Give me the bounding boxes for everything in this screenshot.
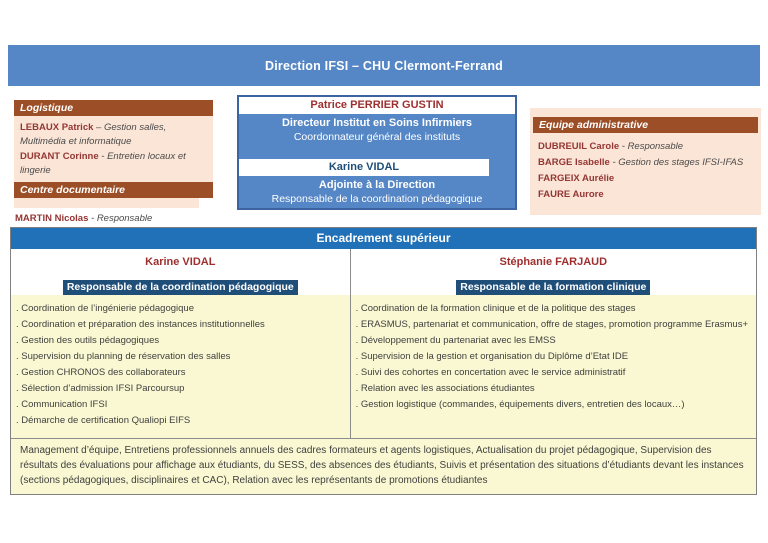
page-title: Direction IFSI – CHU Clermont-Ferrand: [8, 45, 760, 86]
member-name: DURANT Corinne: [20, 150, 99, 162]
column-coordination-pedagogique: [11, 249, 351, 438]
member-name: FARGEIX Aurélie: [538, 172, 615, 184]
column-header: [351, 249, 756, 295]
spacer-strip: [14, 198, 199, 208]
member-row: [20, 150, 207, 179]
task-item: . Gestion des outils pédagogiques: [16, 335, 160, 346]
encadrement-section: [10, 227, 757, 495]
task-list: [11, 295, 350, 438]
task-item: . Développement du partenariat avec les EMSS: [355, 335, 556, 346]
task-item: . Démarche de certification Qualiopi EIFS: [16, 415, 191, 426]
member-name: DUBREUIL Carole: [538, 141, 620, 152]
director-name: Patrice PERRIER GUSTIN: [239, 97, 515, 114]
task-item: . Gestion CHRONOS des collaborateurs: [16, 367, 186, 378]
task-item: . Sélection d’admission IFSI Parcoursup: [16, 383, 185, 394]
member-role: - Entretien locaux et lingerie: [20, 150, 186, 176]
adjoint-title: Adjointe à la Direction: [318, 179, 436, 191]
task-item: . Supervision du planning de réservation des salles: [16, 351, 231, 362]
column-person-name: Karine VIDAL: [145, 256, 216, 268]
column-person-name: Stéphanie FARJAUD: [499, 256, 608, 268]
doc-center-header: Centre documentaire: [14, 182, 213, 198]
admin-team-members: [530, 133, 761, 203]
member-name: FAURE Aurore: [538, 188, 604, 200]
task-item: . Coordination et préparation des instances institutionnelles: [16, 319, 265, 330]
encadrement-columns: [11, 249, 756, 438]
task-item: . Coordination de la formation clinique et de la politique des stages: [355, 303, 636, 314]
adjoint-name: Karine VIDAL: [239, 159, 489, 176]
column-formation-clinique: [351, 249, 756, 438]
task-item: . Gestion logistique (commandes, équipements divers, entretien des locaux…): [355, 399, 685, 410]
task-item: . Communication IFSI: [16, 399, 108, 410]
logistics-members: [14, 116, 213, 182]
task-item: . Relation avec les associations étudiantes: [355, 383, 535, 394]
member-row: [20, 121, 207, 150]
member-role: - Gestion des stages IFSI-IFAS: [609, 156, 744, 168]
member-role: – Gestion salles, Multimédia et informatique: [20, 122, 167, 148]
member-role: - Responsable: [619, 141, 684, 152]
member-row: [538, 139, 753, 155]
column-role-badge: Responsable de la formation clinique: [456, 280, 650, 295]
direction-box: [237, 95, 517, 210]
task-item: . ERASMUS, partenariat et communication, offre de stages, promotion programme Erasmus+: [355, 319, 748, 330]
task-item: . Suivi des cohortes en concertation avec le service administratif: [355, 367, 626, 378]
column-header: [11, 249, 350, 295]
spacer: [239, 144, 515, 159]
director-subtitle: Coordonnateur général des instituts: [293, 131, 461, 143]
member-row: [538, 187, 753, 203]
encadrement-title: Encadrement supérieur: [11, 228, 756, 249]
adjoint-subtitle: Responsable de la coordination pédagogique: [271, 193, 483, 205]
member-name: MARTIN Nicolas: [15, 213, 89, 224]
logistics-header: Logistique: [14, 100, 213, 116]
admin-team-box: [530, 108, 761, 215]
task-list: [351, 295, 756, 438]
shared-duties-note: Management d’équipe, Entretiens professionnels annuels des cadres formateurs et agents logistiques, Actualisation du projet pédagogique, Supervision des résultats des évaluations pour affichage aux étudiants, du SESS, des absences des étudiants, Suivis et présentation des situations d’étudiants devant les instances (sections pédagogiques, disciplinaires et CAC), Relation avec les représentants de promotions étudiantes: [11, 438, 756, 494]
member-row: [14, 208, 213, 224]
member-row: [538, 171, 753, 187]
member-role: - Responsable: [88, 213, 153, 224]
member-name: LEBAUX Patrick: [20, 122, 94, 133]
admin-team-header: Equipe administrative: [533, 117, 758, 133]
logistics-box: [14, 100, 213, 224]
member-name: BARGE Isabelle: [538, 156, 610, 168]
director-title: Directeur Institut en Soins Infirmiers: [281, 117, 473, 129]
task-item: . Supervision de la gestion et organisation du Diplôme d’Etat IDE: [355, 351, 629, 362]
member-row: [538, 155, 753, 171]
task-item: . Coordination de l’ingénierie pédagogique: [16, 303, 194, 314]
column-role-badge: Responsable de la coordination pédagogique: [63, 280, 298, 295]
